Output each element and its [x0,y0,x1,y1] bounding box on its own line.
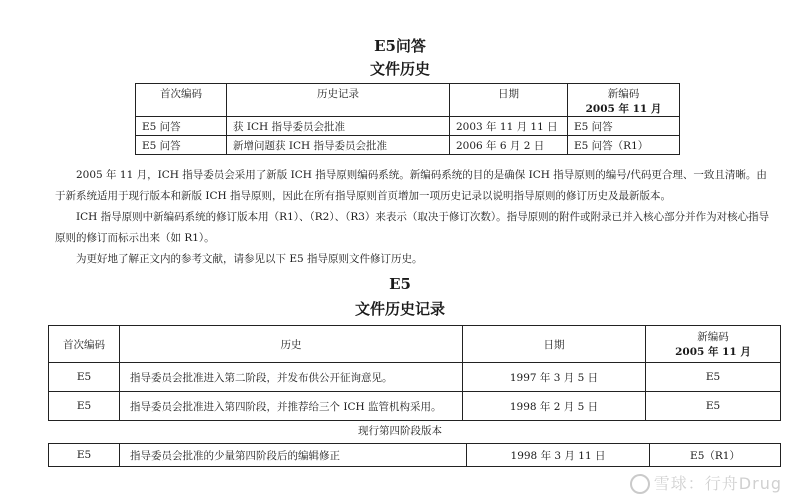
col-new-code [646,326,781,363]
table-header-row [136,84,680,117]
table-row [49,392,781,421]
cell-history: 指导委员会批准进入第二阶段，并发布供公开征询意见。 [120,363,463,392]
cell-initial-code: E5 [49,444,120,467]
col-date: 日期 [463,326,646,363]
watermark [630,471,782,495]
cell-initial-code: E5 [49,363,120,392]
table-header-row [49,326,781,363]
cell-date: 2003 年 11 月 11 日 [450,117,568,136]
col-new-code-label: 新编码 [697,331,729,343]
section-title: E5 [389,275,411,293]
cell-new-code: E5 [646,392,781,421]
watermark-text: 雪球：行舟Drug [653,473,782,493]
table-row [49,363,781,392]
cell-initial-code: E5 问答 [136,117,227,136]
cell-date: 1998 年 2 月 5 日 [463,392,646,421]
col-new-code-date: 2005 年 11 月 [675,346,751,358]
document-subtitle: 文件历史 [369,60,430,78]
paragraph-coding-system: 2005 年 11 月，ICH 指导委员会采用了新版 ICH 指导原则编码系统。新编码系统的目的是确保 ICH 指导原则的编号/代码更合理、一致且清晰。由于新系统适用于现行版本和新版 ICH 指导原则，因此在所有指导原则首页增加一项历史记录以说明指导原则的修订历史及最新版本。 [55,169,767,202]
history-table-qa [135,83,680,155]
section-subtitle: 文件历史记录 [354,300,445,318]
col-history: 历史记录 [227,84,450,117]
document-title: E5问答 [374,37,426,55]
history-table-e5-r1 [48,443,781,467]
cell-new-code: E5 问答（R1） [568,136,680,155]
cell-new-code: E5 问答 [568,117,680,136]
col-history: 历史 [120,326,463,363]
table-row [136,136,680,155]
cell-date: 2006 年 6 月 2 日 [450,136,568,155]
cell-new-code: E5（R1） [650,444,781,467]
history-table-e5 [48,325,781,421]
cell-date: 1997 年 3 月 5 日 [463,363,646,392]
col-date: 日期 [450,84,568,117]
cell-initial-code: E5 [49,392,120,421]
cell-history: 指导委员会批准进入第四阶段，并推荐给三个 ICH 监管机构采用。 [120,392,463,421]
col-new-code [568,84,680,117]
cell-new-code: E5 [646,363,781,392]
cell-initial-code: E5 问答 [136,136,227,155]
cell-history: 新增问题获 ICH 指导委员会批准 [227,136,450,155]
cell-history: 指导委员会批准的少量第四阶段后的编辑修正 [120,444,467,467]
col-new-code-date: 2005 年 11 月 [585,103,662,115]
col-initial-code: 首次编码 [49,326,120,363]
table-row [136,117,680,136]
current-version-caption: 现行第四阶段版本 [358,425,442,437]
paragraph-revision-notation: ICH 指导原则中新编码系统的修订版本用（R1）、（R2）、（R3）来表示（取决于修订次数）。指导原则的附件或附录已并入核心部分并作为对核心指导原则的修订而标示出来（如 R1）。 [55,211,770,244]
table-row [49,444,781,467]
snowball-logo-icon [630,474,650,494]
paragraph-reference-note: 为更好地了解正文内的参考文献，请参见以下 E5 指导原则文件修订历史。 [76,253,423,265]
col-new-code-label: 新编码 [607,88,640,100]
col-initial-code: 首次编码 [136,84,227,117]
cell-date: 1998 年 3 月 11 日 [467,444,650,467]
cell-history: 获 ICH 指导委员会批准 [227,117,450,136]
